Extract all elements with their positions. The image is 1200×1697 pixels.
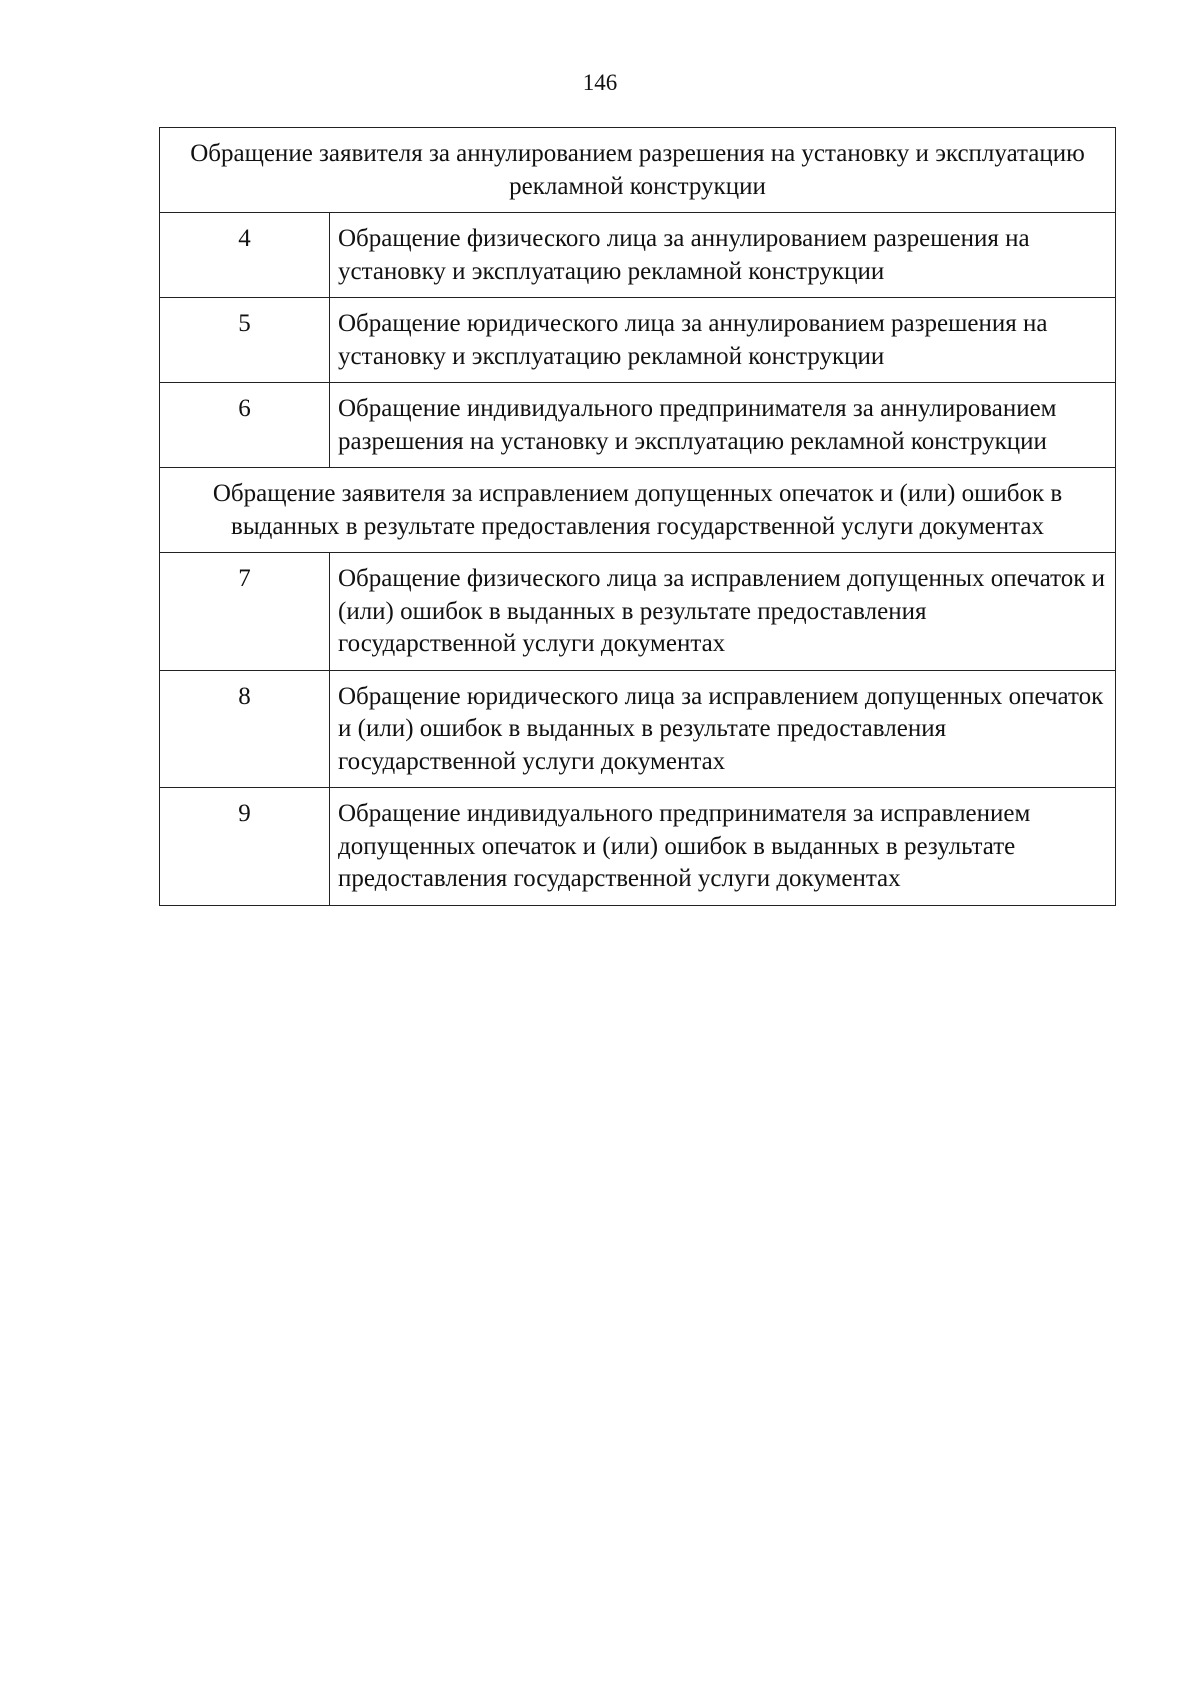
- table-row: [160, 788, 1116, 906]
- row-number: 9: [160, 788, 330, 906]
- row-text: Обращение индивидуального предпринимателя за аннулированием разрешения на установку и эксплуатацию рекламной конструкции: [330, 383, 1116, 468]
- table-row: [160, 383, 1116, 468]
- row-text: Обращение индивидуального предпринимателя за исправлением допущенных опечаток и (или) ошибок в выданных в результате предоставления государственной услуги документах: [330, 788, 1116, 906]
- row-number: 5: [160, 298, 330, 383]
- section-title: Обращение заявителя за аннулированием разрешения на установку и эксплуатацию рекламной конструкции: [160, 128, 1116, 213]
- section-title: Обращение заявителя за исправлением допущенных опечаток и (или) ошибок в выданных в результате предоставления государственной услуги документах: [160, 468, 1116, 553]
- section-header-row: [160, 128, 1116, 213]
- table-row: [160, 298, 1116, 383]
- row-text: Обращение юридического лица за аннулированием разрешения на установку и эксплуатацию рекламной конструкции: [330, 298, 1116, 383]
- section-header-row: [160, 468, 1116, 553]
- table-row: [160, 553, 1116, 671]
- row-text: Обращение юридического лица за исправлением допущенных опечаток и (или) ошибок в выданных в результате предоставления государственной услуги документах: [330, 670, 1116, 788]
- row-text: Обращение физического лица за исправлением допущенных опечаток и (или) ошибок в выданных в результате предоставления государственной услуги документах: [330, 553, 1116, 671]
- table-row: [160, 670, 1116, 788]
- row-number: 7: [160, 553, 330, 671]
- row-number: 4: [160, 213, 330, 298]
- row-number: 6: [160, 383, 330, 468]
- page-number: 146: [582, 70, 618, 95]
- table-row: [160, 213, 1116, 298]
- services-table: [159, 127, 1116, 906]
- row-text: Обращение физического лица за аннулированием разрешения на установку и эксплуатацию рекламной конструкции: [330, 213, 1116, 298]
- row-number: 8: [160, 670, 330, 788]
